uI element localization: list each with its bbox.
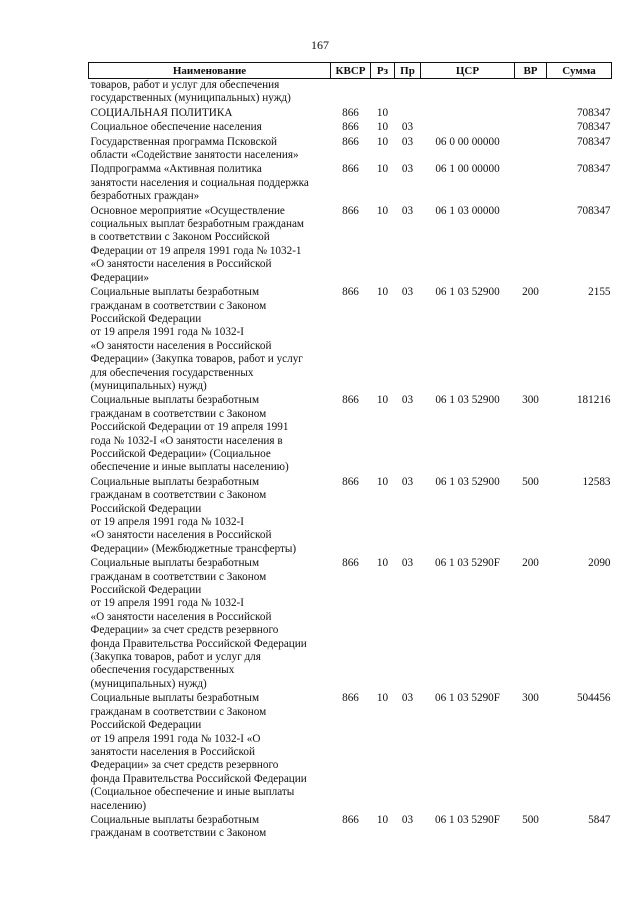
row-sum: 708347 <box>576 204 611 217</box>
row-name: Социальные выплаты безработным гражданам в соответствии с Законом Российской Федерации от 19 апреля 1991 года № 1032-I «О занятости населения в Российской Федерации» за счет средств резервного фонда Правительства Российской Федерации (Социальное обеспечение и иные выплаты населению) <box>90 692 307 812</box>
row-kvsr: 866 <box>342 394 359 407</box>
row-sum: 504456 <box>576 692 611 705</box>
row-name: Социальные выплаты безработным гражданам в соответствии с Законом Российской Федерации от 19 апреля 1991 года № 1032-I «О занятости населения в Российской Федерации» (Закупка товаров, работ и услуг для обеспечения государственных (муниципальных) нужд) <box>90 286 303 392</box>
row-rz: 10 <box>376 692 389 705</box>
row-vr: 500 <box>522 813 539 826</box>
row-sum: 708347 <box>576 106 611 119</box>
row-rz <box>371 79 395 107</box>
row-vr <box>515 121 547 135</box>
header-pr: Пр <box>395 63 421 79</box>
row-vr <box>515 163 547 204</box>
row-name: Социальное обеспечение населения <box>90 121 262 134</box>
row-rz: 10 <box>376 163 389 176</box>
row-rz: 10 <box>376 106 389 119</box>
row-rz: 10 <box>376 286 389 299</box>
row-kvsr: 866 <box>342 286 359 299</box>
row-sum: 12583 <box>582 475 611 488</box>
row-pr: 03 <box>401 204 414 217</box>
header-vr: ВР <box>515 63 547 79</box>
row-csr: 06 0 00 00000 <box>435 135 500 148</box>
row-vr: 200 <box>522 286 539 299</box>
row-vr <box>515 136 547 164</box>
table-row <box>89 557 612 692</box>
row-vr <box>515 79 547 107</box>
row-pr: 03 <box>401 135 414 148</box>
row-csr: 06 1 00 00000 <box>435 163 500 176</box>
header-name: Наименование <box>89 63 331 79</box>
row-kvsr: 866 <box>342 135 359 148</box>
header-rz: Рз <box>371 63 395 79</box>
row-csr <box>421 79 515 107</box>
row-csr: 06 1 03 5290F <box>435 557 500 570</box>
header-csr: ЦСР <box>421 63 515 79</box>
row-csr: 06 1 03 52900 <box>435 286 500 299</box>
budget-table <box>88 62 612 842</box>
row-vr: 200 <box>522 557 539 570</box>
row-name: Социальные выплаты безработным гражданам в соответствии с Законом Российской Федерации от 19 апреля 1991 года № 1032-I «О занятости населения в Российской Федерации» (Межбюджетные трансферты) <box>90 475 297 555</box>
row-rz: 10 <box>376 557 389 570</box>
row-rz: 10 <box>376 204 389 217</box>
row-pr: 03 <box>401 163 414 176</box>
row-pr: 03 <box>401 394 414 407</box>
table-body <box>89 79 612 842</box>
row-pr: 03 <box>401 286 414 299</box>
table-row <box>89 394 612 475</box>
row-pr <box>395 107 421 121</box>
table-row <box>89 121 612 135</box>
row-sum: 708347 <box>576 163 611 176</box>
header-kvsr: КВСР <box>331 63 371 79</box>
table-row <box>89 476 612 557</box>
row-rz: 10 <box>376 135 389 148</box>
table-row <box>89 286 612 394</box>
row-sum: 708347 <box>576 121 611 134</box>
row-sum: 2090 <box>588 557 611 570</box>
row-kvsr: 866 <box>342 121 359 134</box>
row-kvsr: 866 <box>342 813 359 826</box>
row-kvsr: 866 <box>342 692 359 705</box>
row-pr: 03 <box>401 692 414 705</box>
row-csr: 06 1 03 5290F <box>435 813 500 826</box>
row-sum: 5847 <box>588 813 611 826</box>
row-vr <box>515 107 547 121</box>
row-vr: 300 <box>522 692 539 705</box>
row-name: Социальные выплаты безработным гражданам в соответствии с Законом Российской Федерации от 19 апреля 1991 года № 1032-I «О занятости населения в Российской Федерации» за счет средств резервного фонда Правительства Российской Федерации (Закупка товаров, работ и услуг для обеспечения государственных (муниципальных) нужд) <box>90 557 307 690</box>
row-csr <box>421 121 515 135</box>
row-sum: 181216 <box>576 394 611 407</box>
row-name: Государственная программа Псковской области «Содействие занятости населения» <box>90 135 299 162</box>
row-csr: 06 1 03 5290F <box>435 692 500 705</box>
row-name: Подпрограмма «Активная политика занятости населения и социальная поддержка безработных граждан» <box>90 163 309 203</box>
row-sum: 708347 <box>576 135 611 148</box>
table-row <box>89 79 612 107</box>
row-rz: 10 <box>376 121 389 134</box>
row-pr: 03 <box>401 121 414 134</box>
row-rz: 10 <box>376 813 389 826</box>
row-sum: 2155 <box>588 286 611 299</box>
row-kvsr: 866 <box>342 475 359 488</box>
table-row <box>89 692 612 814</box>
row-kvsr: 866 <box>342 106 359 119</box>
header-sum: Сумма <box>547 63 612 79</box>
row-csr: 06 1 03 00000 <box>435 204 500 217</box>
row-kvsr: 866 <box>342 557 359 570</box>
row-pr: 03 <box>401 813 414 826</box>
table-row <box>89 136 612 164</box>
row-vr: 300 <box>522 394 539 407</box>
row-rz: 10 <box>376 475 389 488</box>
row-pr: 03 <box>401 557 414 570</box>
row-pr <box>395 79 421 107</box>
table-row <box>89 205 612 286</box>
row-name: Основное мероприятие «Осуществление социальных выплат безработным гражданам в соответствии с Законом Российской Федерации от 19 апреля 1991 года № 1032-1 «О занятости населения в Российской Федерации» <box>90 204 305 284</box>
row-vr: 500 <box>522 475 539 488</box>
row-rz: 10 <box>376 394 389 407</box>
row-vr <box>515 205 547 286</box>
row-name: Социальные выплаты безработным гражданам в соответствии с Законом Российской Федерации от 19 апреля 1991 года № 1032-I «О занятости населения в Российской Федерации» (Социальное обеспечение и иные выплаты населению) <box>90 394 289 474</box>
table-header <box>89 63 612 79</box>
row-name: товаров, работ и услуг для обеспечения государственных (муниципальных) нужд) <box>90 79 291 105</box>
row-pr: 03 <box>401 475 414 488</box>
page-number: 167 <box>311 38 329 52</box>
row-csr <box>421 107 515 121</box>
row-csr: 06 1 03 52900 <box>435 475 500 488</box>
row-csr: 06 1 03 52900 <box>435 394 500 407</box>
row-kvsr: 866 <box>342 163 359 176</box>
row-name: Социальные выплаты безработным гражданам в соответствии с Законом <box>90 813 267 840</box>
row-name: СОЦИАЛЬНАЯ ПОЛИТИКА <box>90 106 233 119</box>
table-row <box>89 107 612 121</box>
table-row <box>89 814 612 842</box>
row-kvsr: 866 <box>342 204 359 217</box>
row-sum <box>547 79 612 107</box>
row-kvsr <box>331 79 371 107</box>
table-row <box>89 163 612 204</box>
